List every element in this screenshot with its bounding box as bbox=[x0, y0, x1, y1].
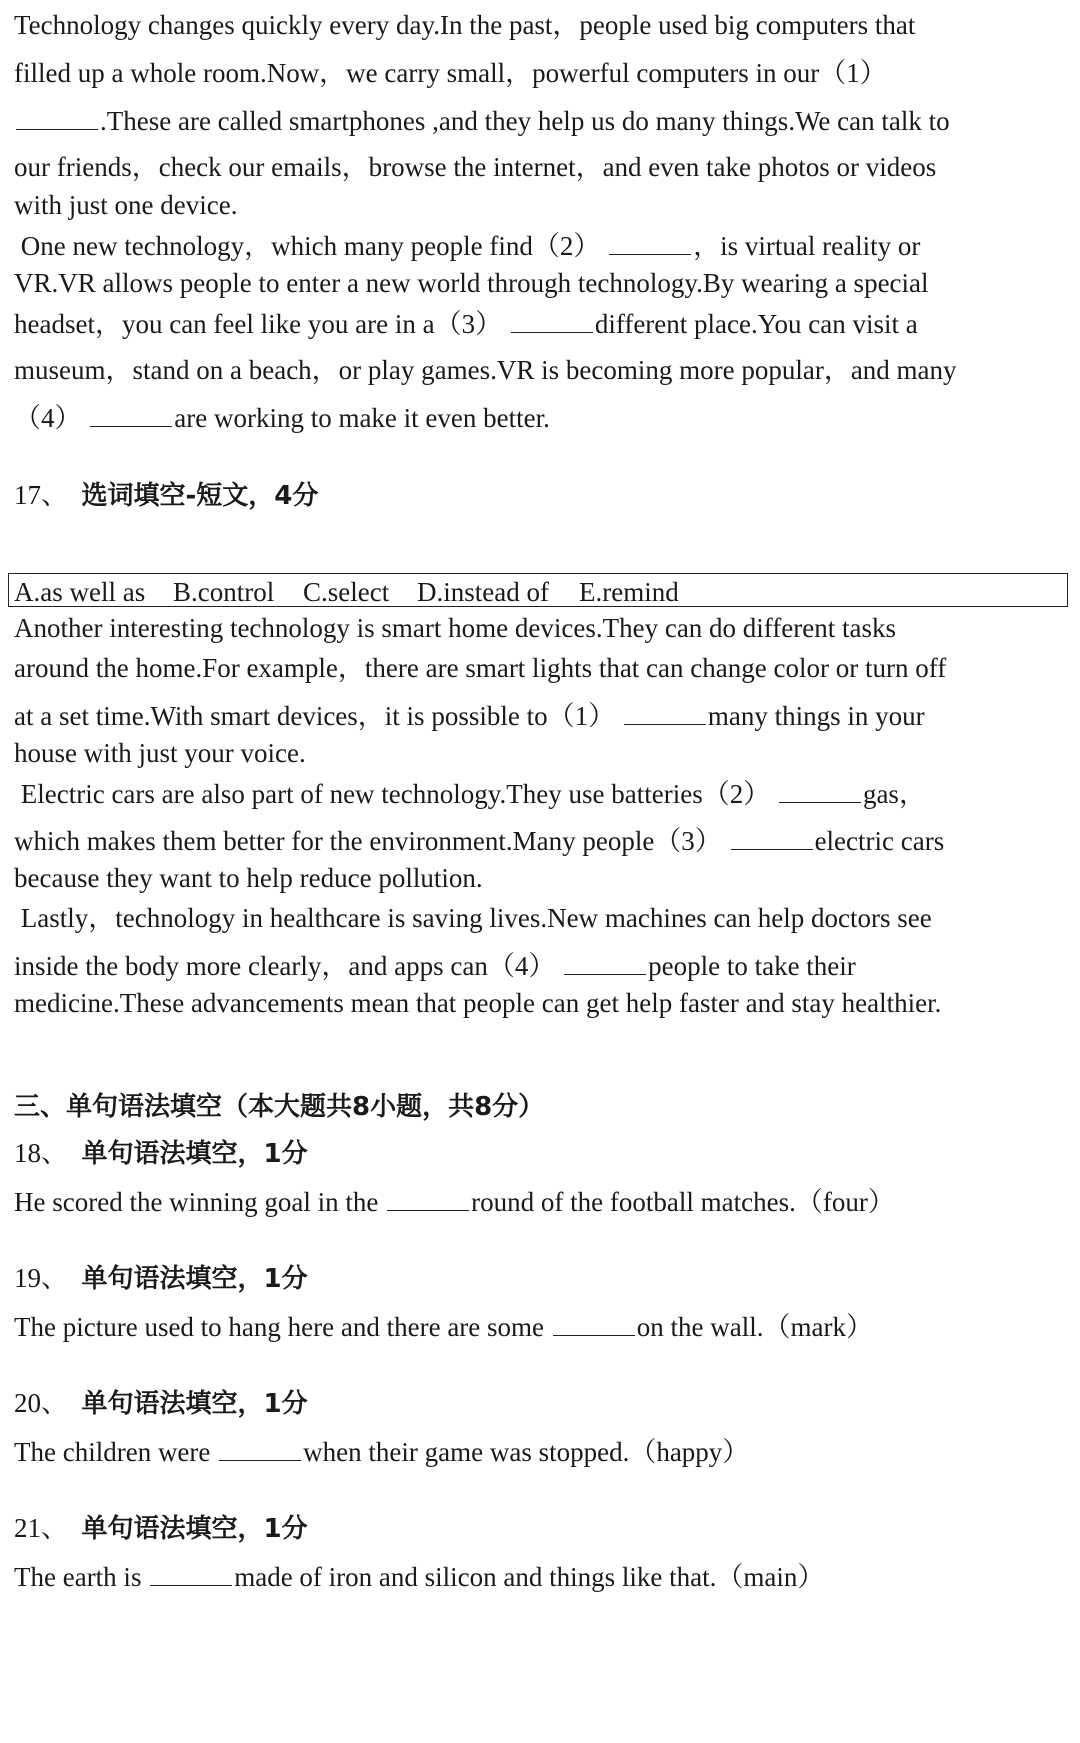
question-21-header: 21、 单句语法填空，1分 bbox=[14, 1513, 308, 1544]
question-17-header: 17、 选词填空-短文，4分 bbox=[14, 480, 319, 511]
question-19-sentence: The picture used to hang here and there are some on the wall.（mark） bbox=[14, 1312, 873, 1342]
question-19-header: 19、 单句语法填空，1分 bbox=[14, 1263, 308, 1294]
answer-blank[interactable] bbox=[609, 232, 691, 255]
passage2-line: Lastly，technology in healthcare is saving lives.New machines can help doctors see bbox=[14, 903, 932, 933]
answer-blank[interactable] bbox=[731, 827, 813, 850]
passage2-line: inside the body more clearly，and apps can（4） people to take their bbox=[14, 951, 856, 981]
option-d: D.instead of bbox=[417, 577, 549, 607]
passage2-line: at a set time.With smart devices，it is possible to（1） many things in your bbox=[14, 701, 925, 731]
answer-blank[interactable] bbox=[511, 310, 593, 333]
question-20-sentence: The children were when their game was stopped.（happy） bbox=[14, 1437, 750, 1467]
passage1-line: （4） are working to make it even better. bbox=[14, 403, 550, 433]
question-20-header: 20、 单句语法填空，1分 bbox=[14, 1388, 308, 1419]
option-b: B.control bbox=[173, 577, 275, 607]
answer-blank[interactable] bbox=[150, 1563, 232, 1586]
passage1-line: VR.VR allows people to enter a new world through technology.By wearing a special bbox=[14, 268, 929, 298]
answer-blank[interactable] bbox=[219, 1438, 301, 1461]
answer-blank[interactable] bbox=[564, 952, 646, 975]
passage1-line: filled up a whole room.Now，we carry small，powerful computers in our（1） bbox=[14, 58, 887, 88]
option-e: E.remind bbox=[579, 577, 679, 607]
passage1-line: One new technology，which many people find（2） ，is virtual reality or bbox=[14, 231, 921, 261]
question-18-sentence: He scored the winning goal in the round of the football matches.（four） bbox=[14, 1187, 895, 1217]
question-18-header: 18、 单句语法填空，1分 bbox=[14, 1138, 308, 1169]
section-3-title: 三、单句语法填空（本大题共8小题，共8分） bbox=[14, 1092, 545, 1122]
passage1-line: .These are called smartphones ,and they help us do many things.We can talk to bbox=[14, 107, 950, 135]
passage2-line: around the home.For example，there are smart lights that can change color or turn off bbox=[14, 653, 947, 683]
question-21-sentence: The earth is made of iron and silicon and things like that.（main） bbox=[14, 1562, 825, 1592]
answer-blank[interactable] bbox=[387, 1188, 469, 1211]
passage2-line: Electric cars are also part of new technology.They use batteries（2） gas， bbox=[14, 779, 926, 809]
option-a: A.as well as bbox=[14, 577, 146, 607]
passage1-line: headset，you can feel like you are in a（3） different place.You can visit a bbox=[14, 309, 918, 339]
passage2-line: house with just your voice. bbox=[14, 738, 306, 768]
option-c: C.select bbox=[303, 577, 390, 607]
answer-blank[interactable] bbox=[90, 404, 172, 427]
passage1-line: with just one device. bbox=[14, 190, 238, 220]
passage2-line: which makes them better for the environment.Many people（3） electric cars bbox=[14, 826, 945, 856]
answer-blank[interactable] bbox=[16, 107, 98, 130]
answer-blank[interactable] bbox=[779, 780, 861, 803]
answer-blank[interactable] bbox=[553, 1313, 635, 1336]
passage1-line: museum，stand on a beach，or play games.VR is becoming more popular，and many bbox=[14, 355, 957, 385]
passage2-line: medicine.These advancements mean that people can get help faster and stay healthier. bbox=[14, 988, 942, 1018]
passage2-line: Another interesting technology is smart home devices.They can do different tasks bbox=[14, 613, 897, 643]
passage1-line: Technology changes quickly every day.In the past，people used big computers that bbox=[14, 10, 916, 40]
answer-blank[interactable] bbox=[624, 702, 706, 725]
passage1-line: our friends，check our emails，browse the internet，and even take photos or videos bbox=[14, 152, 937, 182]
word-bank bbox=[8, 573, 1068, 607]
passage2-line: because they want to help reduce pollution. bbox=[14, 863, 483, 893]
